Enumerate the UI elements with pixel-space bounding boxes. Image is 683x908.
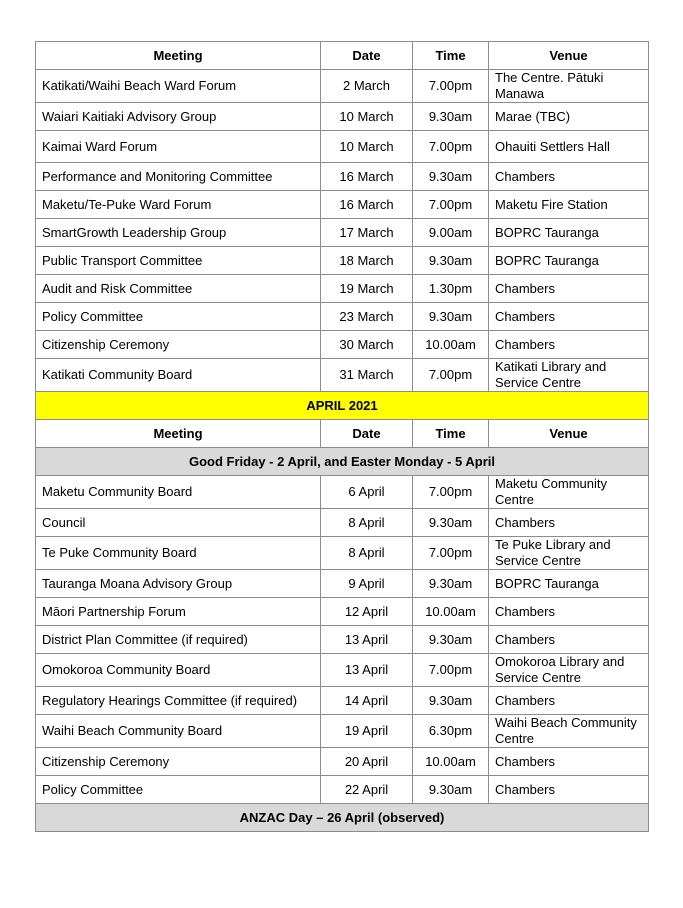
meeting-name: Regulatory Hearings Committee (if required) [36, 687, 321, 715]
month-banner: APRIL 2021 [36, 392, 649, 420]
table-row [36, 331, 649, 359]
meeting-name: Citizenship Ceremony [36, 748, 321, 776]
meeting-date: 31 March [321, 359, 413, 392]
table-row [36, 687, 649, 715]
meeting-name: Katikati/Waihi Beach Ward Forum [36, 70, 321, 103]
table-row [36, 598, 649, 626]
meeting-name: Policy Committee [36, 776, 321, 804]
meeting-name: District Plan Committee (if required) [36, 626, 321, 654]
table-row [36, 715, 649, 748]
meeting-date: 13 April [321, 626, 413, 654]
meeting-date: 17 March [321, 219, 413, 247]
meeting-time: 7.00pm [413, 359, 489, 392]
meeting-venue: Chambers [489, 687, 649, 715]
header-time: Time [413, 42, 489, 70]
meeting-time: 6.30pm [413, 715, 489, 748]
meeting-venue: BOPRC Tauranga [489, 247, 649, 275]
meeting-date: 10 March [321, 103, 413, 131]
table-row [36, 275, 649, 303]
meeting-date: 2 March [321, 70, 413, 103]
meeting-time: 9.30am [413, 626, 489, 654]
meeting-date: 19 April [321, 715, 413, 748]
table-row [36, 163, 649, 191]
table-row [36, 748, 649, 776]
meeting-venue: Te Puke Library and Service Centre [489, 537, 649, 570]
meeting-venue: Chambers [489, 163, 649, 191]
meeting-date: 22 April [321, 776, 413, 804]
meeting-venue: Chambers [489, 626, 649, 654]
meeting-time: 10.00am [413, 598, 489, 626]
table-row [36, 570, 649, 598]
meeting-name: Kaimai Ward Forum [36, 131, 321, 163]
holiday-note-row [36, 448, 649, 476]
meeting-name: Audit and Risk Committee [36, 275, 321, 303]
meeting-name: Te Puke Community Board [36, 537, 321, 570]
meeting-date: 18 March [321, 247, 413, 275]
table-row [36, 626, 649, 654]
table-row [36, 131, 649, 163]
meeting-name: Katikati Community Board [36, 359, 321, 392]
meeting-venue: Chambers [489, 331, 649, 359]
meeting-name: Omokoroa Community Board [36, 654, 321, 687]
schedule-body [36, 42, 649, 832]
table-row [36, 103, 649, 131]
meeting-time: 1.30pm [413, 275, 489, 303]
table-row [36, 219, 649, 247]
meeting-time: 7.00pm [413, 191, 489, 219]
meeting-name: Waiari Kaitiaki Advisory Group [36, 103, 321, 131]
meeting-time: 9.00am [413, 219, 489, 247]
meeting-venue: Chambers [489, 598, 649, 626]
meeting-name: Performance and Monitoring Committee [36, 163, 321, 191]
meeting-time: 9.30am [413, 163, 489, 191]
meeting-name: Tauranga Moana Advisory Group [36, 570, 321, 598]
anzac-note-row [36, 804, 649, 832]
holiday-note: Good Friday - 2 April, and Easter Monday - 5 April [36, 448, 649, 476]
meeting-venue: Omokoroa Library and Service Centre [489, 654, 649, 687]
meeting-date: 9 April [321, 570, 413, 598]
meeting-time: 7.00pm [413, 131, 489, 163]
meeting-schedule-table [35, 41, 649, 832]
meeting-time: 7.00pm [413, 476, 489, 509]
meeting-date: 20 April [321, 748, 413, 776]
meeting-time: 9.30am [413, 687, 489, 715]
meeting-name: Policy Committee [36, 303, 321, 331]
header-date: Date [321, 420, 413, 448]
meeting-date: 30 March [321, 331, 413, 359]
header-row [36, 42, 649, 70]
meeting-date: 16 March [321, 163, 413, 191]
meeting-venue: Maketu Fire Station [489, 191, 649, 219]
meeting-time: 9.30am [413, 509, 489, 537]
table-row [36, 70, 649, 103]
meeting-date: 8 April [321, 509, 413, 537]
meeting-date: 10 March [321, 131, 413, 163]
meeting-name: Council [36, 509, 321, 537]
table-row [36, 359, 649, 392]
meeting-date: 19 March [321, 275, 413, 303]
meeting-time: 9.30am [413, 776, 489, 804]
meeting-time: 7.00pm [413, 654, 489, 687]
table-row [36, 537, 649, 570]
meeting-venue: Chambers [489, 303, 649, 331]
table-row [36, 654, 649, 687]
table-row [36, 191, 649, 219]
meeting-venue: The Centre. Pātuki Manawa [489, 70, 649, 103]
meeting-name: Public Transport Committee [36, 247, 321, 275]
header-row [36, 420, 649, 448]
header-date: Date [321, 42, 413, 70]
meeting-name: Waihi Beach Community Board [36, 715, 321, 748]
meeting-date: 14 April [321, 687, 413, 715]
header-venue: Venue [489, 420, 649, 448]
meeting-name: Maketu/Te-Puke Ward Forum [36, 191, 321, 219]
meeting-venue: BOPRC Tauranga [489, 570, 649, 598]
meeting-date: 12 April [321, 598, 413, 626]
meeting-date: 8 April [321, 537, 413, 570]
meeting-time: 10.00am [413, 331, 489, 359]
meeting-time: 9.30am [413, 247, 489, 275]
meeting-venue: Waihi Beach Community Centre [489, 715, 649, 748]
meeting-name: Māori Partnership Forum [36, 598, 321, 626]
meeting-name: SmartGrowth Leadership Group [36, 219, 321, 247]
meeting-venue: Marae (TBC) [489, 103, 649, 131]
meeting-venue: Chambers [489, 509, 649, 537]
meeting-venue: Chambers [489, 275, 649, 303]
meeting-date: 6 April [321, 476, 413, 509]
header-time: Time [413, 420, 489, 448]
meeting-time: 10.00am [413, 748, 489, 776]
meeting-name: Maketu Community Board [36, 476, 321, 509]
anzac-note: ANZAC Day – 26 April (observed) [36, 804, 649, 832]
table-row [36, 247, 649, 275]
meeting-venue: Ohauiti Settlers Hall [489, 131, 649, 163]
meeting-date: 23 March [321, 303, 413, 331]
table-row [36, 509, 649, 537]
meeting-venue: Maketu Community Centre [489, 476, 649, 509]
table-row [36, 303, 649, 331]
month-banner-row [36, 392, 649, 420]
meeting-time: 7.00pm [413, 70, 489, 103]
meeting-venue: BOPRC Tauranga [489, 219, 649, 247]
header-meeting: Meeting [36, 420, 321, 448]
meeting-date: 13 April [321, 654, 413, 687]
table-row [36, 776, 649, 804]
meeting-date: 16 March [321, 191, 413, 219]
meeting-time: 7.00pm [413, 537, 489, 570]
header-meeting: Meeting [36, 42, 321, 70]
header-venue: Venue [489, 42, 649, 70]
table-row [36, 476, 649, 509]
meeting-name: Citizenship Ceremony [36, 331, 321, 359]
meeting-venue: Katikati Library and Service Centre [489, 359, 649, 392]
meeting-venue: Chambers [489, 748, 649, 776]
meeting-venue: Chambers [489, 776, 649, 804]
meeting-time: 9.30am [413, 570, 489, 598]
meeting-time: 9.30am [413, 103, 489, 131]
meeting-time: 9.30am [413, 303, 489, 331]
